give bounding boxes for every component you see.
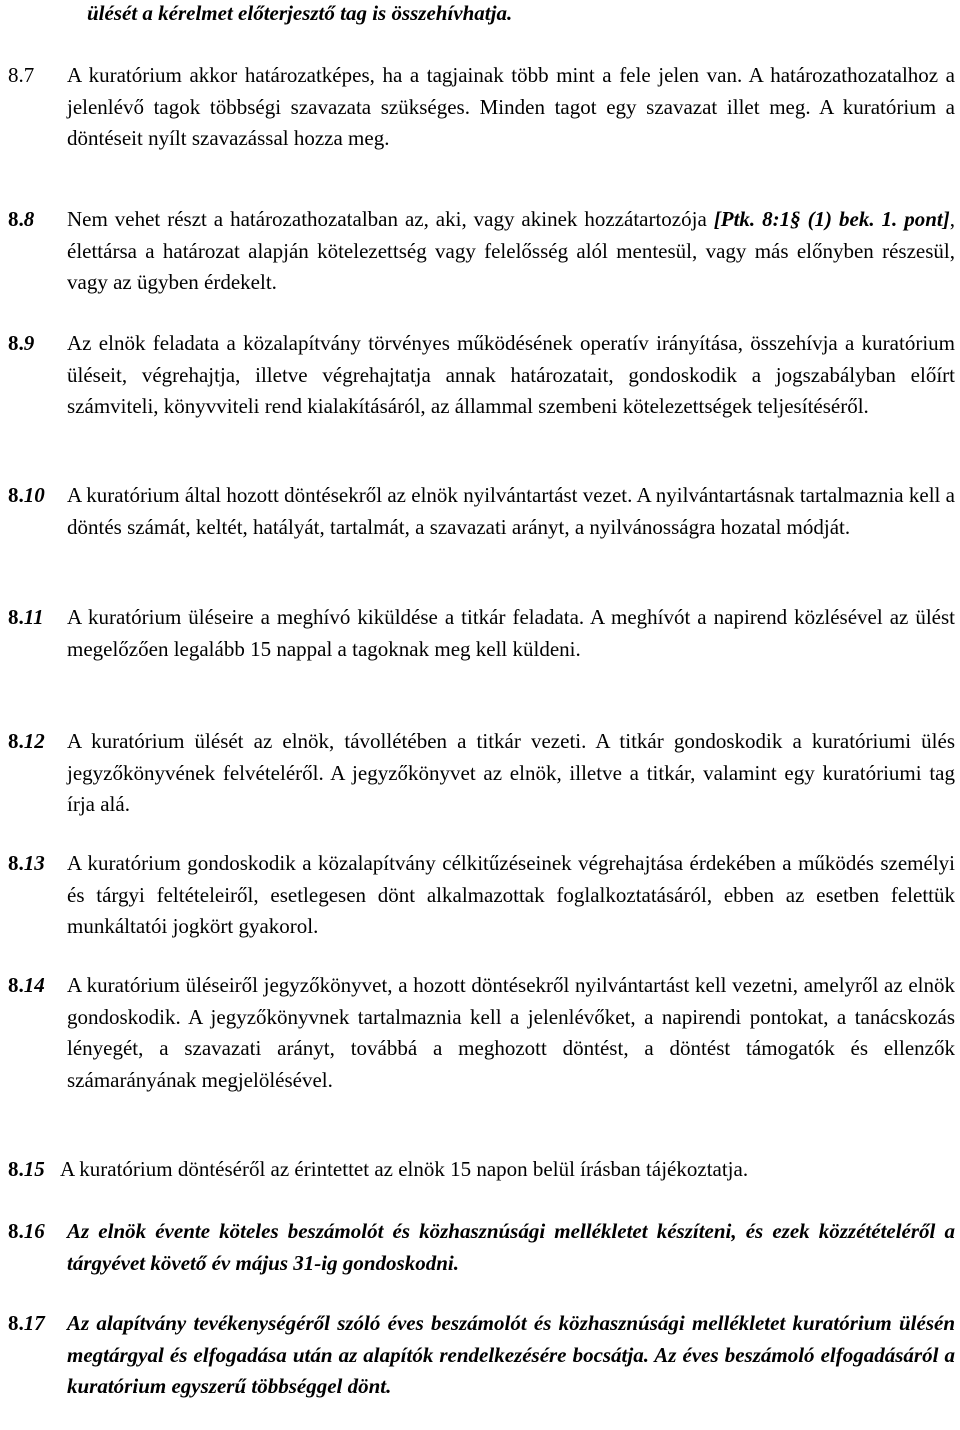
section-number: 8.7 [8, 63, 35, 87]
section-number: 8.13 [8, 851, 45, 875]
section-text: A kuratórium döntéséről az érintettet az elnök 15 napon belül írásban tájékoztatja. [60, 1157, 749, 1181]
section-text: A kuratórium által hozott döntésekről az elnök nyilvántartást vezet. A nyilvántartásnak tartalmaznia kell a döntés számát, keltét, hatályát, tartalmát, a szavazati arányt, a nyilvánosságra hozatal módját. [67, 483, 955, 539]
section-number: 8.16 [8, 1219, 45, 1243]
section-number: 8.15 [8, 1157, 45, 1181]
legal-reference: [Ptk. 8:1§ (1) bek. 1. pont] [713, 207, 950, 231]
section-number: 8.17 [8, 1311, 45, 1335]
continuation-text: ülését a kérelmet előterjesztő tag is összehívhatja. [87, 1, 513, 25]
section-text: A kuratórium ülését az elnök, távollétében a titkár vezeti. A titkár gondoskodik a kuratóriumi ülés jegyzőkönyvének felvételéről. A jegyzőkönyvet az elnök, illetve a titkár, valamint egy kuratóriumi tag írja alá. [67, 729, 955, 816]
section-text: A kuratórium akkor határozatképes, ha a tagjainak több mint a fele jelen van. A határozathozatalhoz a jelenlévő tagok többségi szavazata szükséges. Minden tagot egy szavazat illet meg. A kuratórium a döntéseit nyílt szavazással hozza meg. [67, 63, 955, 150]
section-number: 8.11 [8, 605, 44, 629]
section-number: 8.9 [8, 331, 35, 355]
section-number: 8.8 [8, 207, 35, 231]
section-text: A kuratórium üléseire a meghívó kiküldése a titkár feladata. A meghívót a napirend közlésével az ülést megelőzően legalább 15 nappal a tagoknak meg kell küldeni. [67, 605, 955, 661]
section-text: Nem vehet részt a határozathozatalban az, aki, vagy akinek hozzátartozója [Ptk. 8:1§ (1) bek. 1. pont], élettársa a határozat alapján kötelezettség vagy felelősség alól mentesül, vagy más előnyben részesül, vagy az ügyben érdekelt. [67, 207, 955, 294]
section-number: 8.12 [8, 729, 45, 753]
section-number: 8.10 [8, 483, 45, 507]
section-text: A kuratórium üléseiről jegyzőkönyvet, a hozott döntésekről nyilvántartást kell vezetni, amelyről az elnök gondoskodik. A jegyzőkönyvnek tartalmaznia kell a jelenlévőket, a napirendi pontokat, a tanácskozás lényegét, a szavazati arányt, továbbá a meghozott döntést, a döntést támogatók és ellenzők számarányának megjelölésével. [67, 973, 955, 1092]
section-text: A kuratórium gondoskodik a közalapítvány célkitűzéseinek végrehajtása érdekében a működés személyi és tárgyi feltételeiről, esetlegesen dönt alkalmazottak foglalkoztatásáról, ebben az esetben felettük munkáltatói jogkört gyakorol. [67, 851, 955, 938]
section-number: 8.14 [8, 973, 45, 997]
section-text: Az elnök évente köteles beszámolót és közhasznúsági mellékletet készíteni, és ezek közzétételéről a tárgyévet követő év május 31-ig gondoskodni. [67, 1219, 955, 1275]
section-text: Az elnök feladata a közalapítvány törvényes működésének operatív irányítása, összehívja a kuratórium üléseit, végrehajtja, illetve végrehajtatja annak határozatait, gondoskodik a jogszabályban előírt számviteli, könyvviteli rend kialakításáról, az állammal szembeni kötelezettségek teljesítéséről. [67, 331, 955, 418]
section-text: Az alapítvány tevékenységéről szóló éves beszámolót és közhasznúsági mellékletet kuratórium ülésén megtárgyal és elfogadása után az alapítók rendelkezésére bocsátja. Az éves beszámoló elfogadásáról a kuratórium egyszerű többséggel dönt. [67, 1311, 955, 1398]
